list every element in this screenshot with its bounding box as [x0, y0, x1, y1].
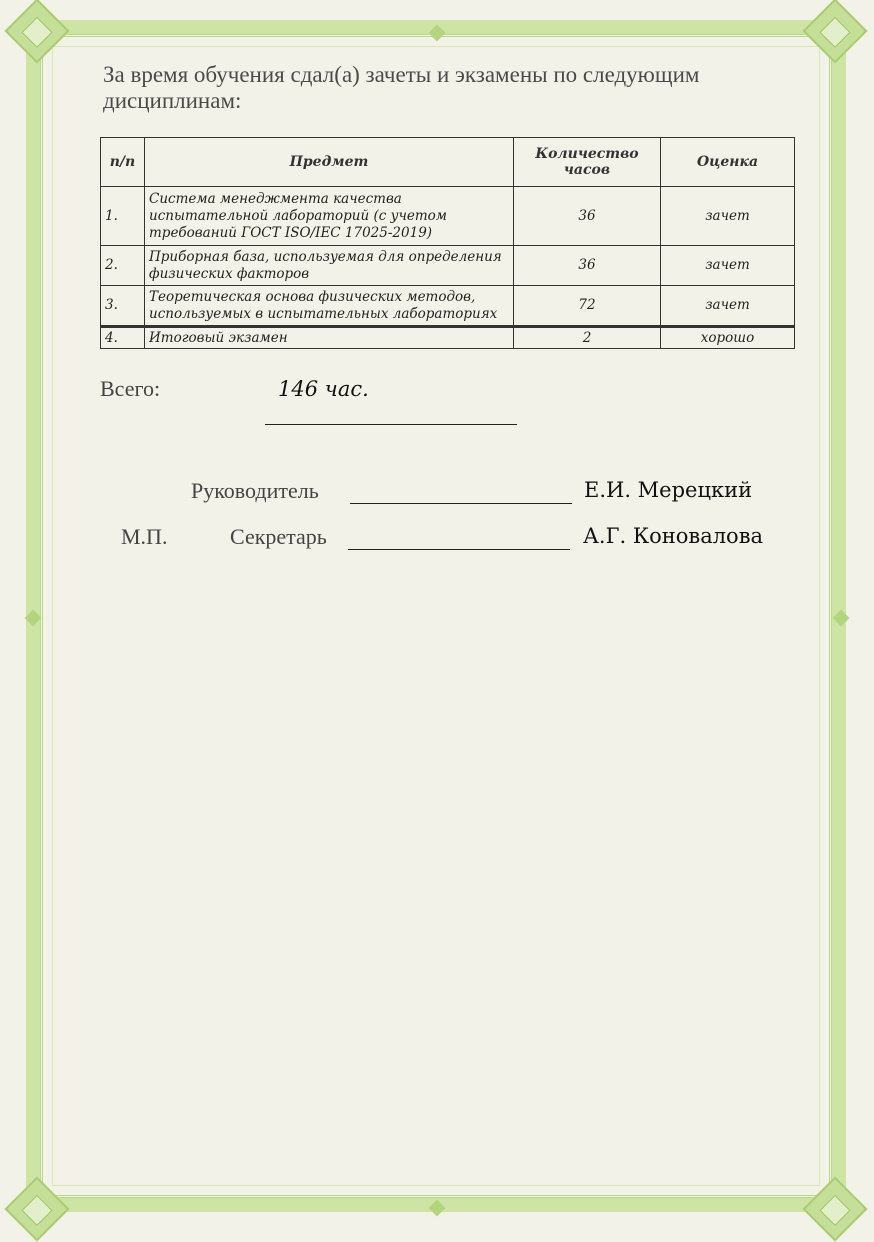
row-subject: Приборная база, используемая для определения физических факторов	[145, 246, 514, 286]
row-grade: зачет	[661, 286, 795, 327]
row-number: 1.	[101, 187, 145, 246]
row-hours: 36	[514, 246, 661, 286]
table-header-row	[101, 138, 795, 187]
secretary-signature-line	[348, 549, 570, 550]
secretary-name: А.Г. Коновалова	[583, 524, 764, 548]
table-row	[101, 286, 795, 327]
header-number: п/п	[101, 138, 145, 187]
row-subject: Итоговый экзамен	[145, 327, 514, 349]
secretary-role-label: Секретарь	[230, 524, 327, 549]
row-hours: 2	[514, 327, 661, 349]
total-label: Всего:	[100, 376, 161, 401]
subjects-table	[100, 137, 795, 349]
row-number: 2.	[101, 246, 145, 286]
total-underline	[265, 424, 517, 425]
page-heading: За время обучения сдал(а) зачеты и экзамены по следующим дисциплинам:	[103, 62, 700, 113]
header-hours: Количество часов	[514, 138, 661, 187]
header-subject: Предмет	[145, 138, 514, 187]
row-grade: зачет	[661, 187, 795, 246]
row-number: 4.	[101, 327, 145, 349]
table-row	[101, 187, 795, 246]
head-signature-line	[350, 503, 572, 504]
row-subject: Теоретическая основа физических методов, используемых в испытательных лабораториях	[145, 286, 514, 327]
row-grade: хорошо	[661, 327, 795, 349]
row-subject: Система менеджмента качества испытательной лабораторий (с учетом требований ГОСТ ISO/IEC 17025-2019)	[145, 187, 514, 246]
header-grade: Оценка	[661, 138, 795, 187]
total-hours-value: 146 час.	[278, 377, 369, 401]
stamp-label: М.П.	[121, 524, 168, 549]
head-name: Е.И. Мерецкий	[584, 478, 753, 502]
row-number: 3.	[101, 286, 145, 327]
row-grade: зачет	[661, 246, 795, 286]
row-hours: 72	[514, 286, 661, 327]
table-row	[101, 327, 795, 349]
row-hours: 36	[514, 187, 661, 246]
table-row	[101, 246, 795, 286]
head-role-label: Руководитель	[191, 478, 319, 503]
